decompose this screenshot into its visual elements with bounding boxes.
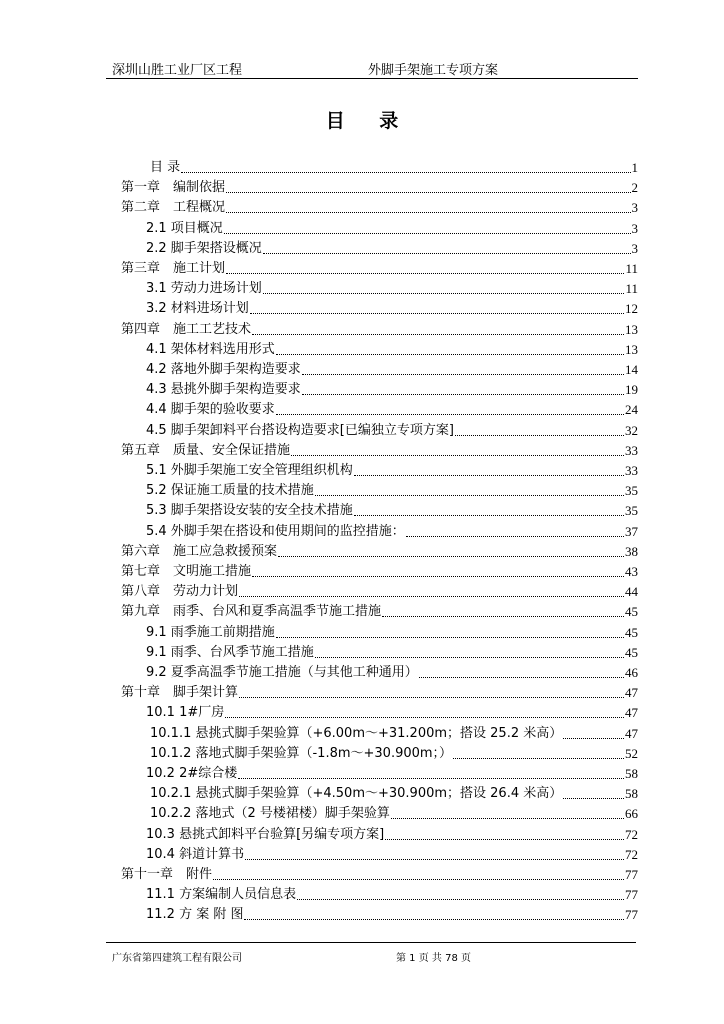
toc-entry[interactable] [121,560,638,580]
toc-dot-leader [245,859,624,860]
toc-dot-leader [563,798,624,799]
toc-dot-leader [419,677,624,678]
toc-entry-page: 46 [625,665,638,680]
toc-entry-label: 第三章 施工计划 [121,261,226,276]
toc-dot-leader [276,637,624,638]
toc-entry[interactable] [150,722,638,742]
toc-entry-label: 第七章 文明施工措施 [121,564,252,579]
toc-entry-page: 44 [625,584,638,600]
toc-entry[interactable] [146,217,638,237]
toc-entry[interactable] [150,802,638,822]
toc-dot-leader [244,919,624,920]
toc-entry-page: 45 [625,624,638,640]
toc-dot-leader [239,697,624,698]
toc-entry[interactable] [146,661,638,681]
toc-entry[interactable] [146,823,638,843]
toc-entry[interactable] [146,358,638,378]
toc-dot-leader [252,576,624,577]
toc-entry-label: 9.1 雨季、台风季节施工措施 [146,644,314,660]
toc-entry-page: 3 [631,220,638,236]
toc-dot-leader [391,818,624,819]
toc-entry-label: 4.5 脚手架卸料平台搭设构造要求[已编独立专项方案] [146,422,454,438]
toc-dot-leader [354,515,624,516]
toc-entry-label: 第四章 施工工艺技术 [121,321,252,337]
toc-entry-label: 4.3 悬挑外脚手架构造要求 [146,382,301,398]
toc-entry[interactable] [121,681,638,701]
toc-entry[interactable] [146,419,638,439]
toc-entry-label: 9.1 雨季施工前期措施 [146,624,275,640]
toc-entry-page: 72 [625,846,638,862]
toc-entry-page: 12 [625,301,638,317]
toc-entry-page: 11 [625,281,638,297]
toc-entry-label: 5.3 脚手架搭设安装的安全技术措施 [146,503,353,519]
toc-dot-leader [385,839,624,840]
toc-entry-page: 52 [625,745,638,761]
toc-entry-page: 13 [625,341,638,357]
toc-dot-leader [226,192,630,193]
toc-entry[interactable] [146,621,638,641]
toc-entry-label: 第二章 工程概况 [121,200,226,216]
toc-entry-page: 37 [625,523,638,539]
toc-dot-leader [225,717,624,718]
page-header [106,52,638,79]
toc-dot-leader [250,313,624,314]
toc-dot-leader [181,172,630,173]
toc-entry-page: 72 [625,826,638,842]
toc-entry[interactable] [146,297,638,317]
toc-entry[interactable] [146,237,638,257]
toc-entry-page: 66 [625,806,638,822]
toc-entry-label: 第六章 施工应急救援预案 [121,543,278,559]
toc-entry-label: 10.2.1 悬挑式脚手架验算（+4.50m～+30.900m；搭设 26.4 米高） [150,786,563,802]
toc-entry[interactable] [146,843,638,863]
toc-dot-leader [382,616,624,617]
toc-entry[interactable] [146,277,638,297]
toc-entry-page: 35 [625,483,638,499]
toc-entry[interactable] [146,701,638,721]
toc-entry-label: 第九章 雨季、台风和夏季高温季节施工措施 [121,604,382,620]
toc-entry[interactable] [146,459,638,479]
toc-entry-label: 10.4 斜道计算书 [146,846,245,862]
toc-entry[interactable] [121,439,638,459]
toc-entry[interactable] [146,641,638,661]
toc-entry-page: 3 [631,200,638,216]
toc-entry[interactable] [121,257,638,277]
toc-entry-label: 2.1 项目概况 [146,220,223,236]
toc-entry-label: 11.1 方案编制人员信息表 [146,887,297,903]
toc-dot-leader [226,273,624,274]
toc-dot-leader [406,536,624,537]
toc-entry[interactable] [121,863,638,883]
toc-entry-page: 47 [625,705,638,721]
toc-entry-label: 10.2.2 落地式（2 号楼裙楼）脚手架验算 [150,806,390,822]
toc-entry-page: 11 [625,261,638,276]
toc-entry-page: 45 [625,644,638,660]
toc-entry[interactable] [146,883,638,903]
toc-entry-label: 第十章 脚手架计算 [121,685,239,701]
toc-entry[interactable] [146,903,638,923]
toc-entry-page: 77 [625,887,638,903]
toc-dot-leader [226,212,630,213]
toc-dot-leader [315,495,624,496]
toc-entry[interactable] [146,520,638,540]
toc-entry[interactable] [121,540,638,560]
toc-entry-label: 4.1 架体材料选用形式 [146,341,275,357]
toc-entry-label: 5.1 外脚手架施工安全管理组织机构 [146,463,353,478]
toc-entry-label: 5.4 外脚手架在搭设和使用期间的监控措施： [146,523,405,539]
toc-entry-page: 47 [625,725,638,741]
toc-entry[interactable] [150,156,638,176]
toc-entry[interactable] [146,499,638,519]
toc-entry-label: 11.2 方 案 附 图 [146,907,244,923]
toc-entry-page: 77 [625,867,638,882]
toc-dot-leader [276,354,624,355]
toc-entry[interactable] [146,398,638,418]
header-project-name: 深圳山胜工业厂区工程 [112,63,243,78]
toc-entry-label: 9.2 夏季高温季节施工措施（与其他工种通用） [146,665,418,680]
toc-entry-page: 43 [625,564,638,579]
toc-entry-page: 45 [625,604,638,620]
toc-entry-label: 3.2 材料进场计划 [146,301,249,317]
toc-entry-page: 58 [625,786,638,802]
toc-entry-label: 10.1.1 悬挑式脚手架验算（+6.00m～+31.200m；搭设 25.2 米高） [150,725,563,741]
toc-entry-label: 第八章 劳动力计划 [121,584,239,600]
toc-entry[interactable] [146,378,638,398]
toc-entry-page: 13 [625,321,638,337]
toc-entry-page: 77 [625,907,638,923]
toc-dot-leader [213,879,624,880]
toc-entry-label: 4.4 脚手架的验收要求 [146,402,275,418]
toc-entry-page: 19 [625,382,638,398]
toc-entry-page: 24 [625,402,638,418]
toc-entry[interactable] [146,762,638,782]
toc-entry-page: 35 [625,503,638,519]
toc-entry-label: 2.2 脚手架搭设概况 [146,240,262,256]
toc-entry[interactable] [121,600,638,620]
toc-entry[interactable] [121,196,638,216]
toc-dot-leader [563,738,624,739]
toc-entry[interactable] [150,742,638,762]
footer-company: 广东省第四建筑工程有限公司 [112,953,242,964]
toc-dot-leader [297,899,624,900]
page-footer [106,942,636,971]
page-title: 目 录 [325,110,413,132]
toc-entry[interactable] [146,479,638,499]
toc-dot-leader [455,435,624,436]
toc-dot-leader [252,334,624,335]
toc-dot-leader [278,556,624,557]
toc-dot-leader [291,455,624,456]
toc-dot-leader [276,414,624,415]
toc-entry-label: 第一章 编制依据 [121,180,226,196]
toc-entry-page: 1 [631,160,638,175]
toc-entry-page: 47 [625,685,638,701]
toc-entry-label: 第十一章 附件 [121,867,213,882]
toc-entry-label: 目 录 [150,160,181,175]
toc-entry[interactable] [121,176,638,196]
toc-dot-leader [302,394,624,395]
toc-dot-leader [453,758,624,759]
toc-dot-leader [263,253,631,254]
toc-entry-label: 3.1 劳动力进场计划 [146,281,262,297]
toc-dot-leader [239,596,624,597]
toc-entry-label: 5.2 保证施工质量的技术措施 [146,483,314,499]
toc-entry-page: 58 [625,766,638,781]
toc-entry[interactable] [150,782,638,802]
toc-dot-leader [263,293,625,294]
toc-entry-page: 32 [625,422,638,438]
toc-entry-label: 10.3 悬挑式卸料平台验算[另编专项方案] [146,826,385,842]
toc-dot-leader [302,374,624,375]
toc-entry-page: 2 [631,180,638,196]
toc-entry[interactable] [121,318,638,338]
toc-entry-label: 第五章 质量、安全保证措施 [121,442,291,458]
toc-entry-label: 10.1.2 落地式脚手架验算（-1.8m～+30.900m；） [150,745,453,761]
toc-dot-leader [354,475,624,476]
toc-dot-leader [315,657,624,658]
toc-entry-page: 14 [625,362,638,377]
footer-page-number: 第 1 页 共 78 页 [396,953,471,964]
toc-entry-label: 4.2 落地外脚手架构造要求 [146,362,301,377]
toc-dot-leader [238,778,624,779]
toc-entry[interactable] [121,580,638,600]
toc-entry[interactable] [146,338,638,358]
toc-entry-label: 10.2 2#综合楼 [146,766,238,781]
toc-entry-page: 38 [625,543,638,559]
toc-dot-leader [224,233,631,234]
toc-entry-page: 3 [631,240,638,256]
toc-entry-page: 33 [625,463,638,478]
toc-entry-page: 33 [625,442,638,458]
header-document-title: 外脚手架施工专项方案 [368,63,499,78]
toc-entry-label: 10.1 1#厂房 [146,705,225,721]
